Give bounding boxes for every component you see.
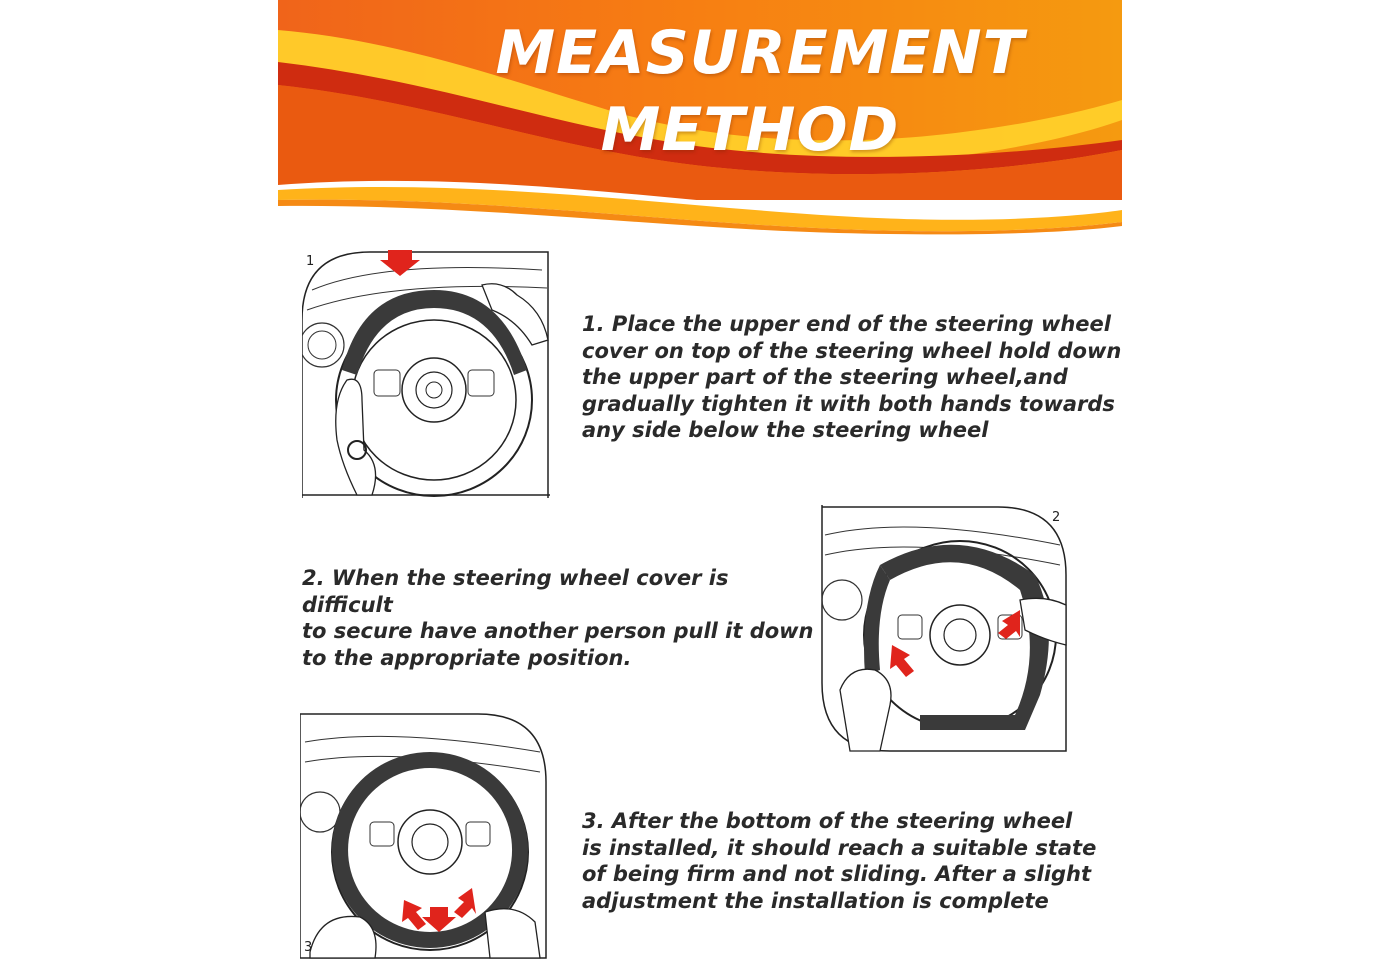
step1-illustration — [302, 250, 550, 498]
step2-line: to the appropriate position. — [302, 645, 632, 670]
header-banner — [278, 0, 1122, 235]
step2-text — [302, 565, 822, 671]
header-title-line1: MEASUREMENT — [495, 18, 1025, 88]
step3-line: is installed, it should reach a suitable state — [582, 835, 1097, 860]
header-title-line2: METHOD — [600, 95, 900, 165]
step2-illustration — [820, 505, 1068, 753]
step3-line: adjustment the installation is complete — [582, 888, 1049, 913]
steering-wheel-cover-top-install-icon — [302, 250, 550, 498]
step2-line: 2. When the steering wheel cover is difficult — [302, 566, 729, 617]
step3-number: 3 — [304, 940, 313, 955]
step1-line: any side below the steering wheel — [582, 418, 989, 442]
step1-text — [582, 311, 1122, 444]
step3-line: of being firm and not sliding. After a slight — [582, 862, 1092, 886]
steering-wheel-cover-pull-down-icon — [820, 505, 1068, 753]
step2-line: to secure have another person pull it down — [302, 619, 814, 643]
steering-wheel-cover-bottom-install-icon — [300, 712, 548, 960]
step1-number: 1 — [306, 254, 315, 269]
step2-number: 2 — [1052, 510, 1061, 525]
step3-illustration — [300, 712, 548, 960]
step1-line: 1. Place the upper end of the steering wheel — [582, 312, 1111, 336]
step1-line: cover on top of the steering wheel hold down — [582, 338, 1122, 363]
step1-line: the upper part of the steering wheel,and — [582, 365, 1068, 389]
step3-line: 3. After the bottom of the steering wheel — [582, 809, 1073, 833]
step3-text — [582, 808, 1122, 914]
step1-line: gradually tighten it with both hands towards — [582, 391, 1115, 416]
